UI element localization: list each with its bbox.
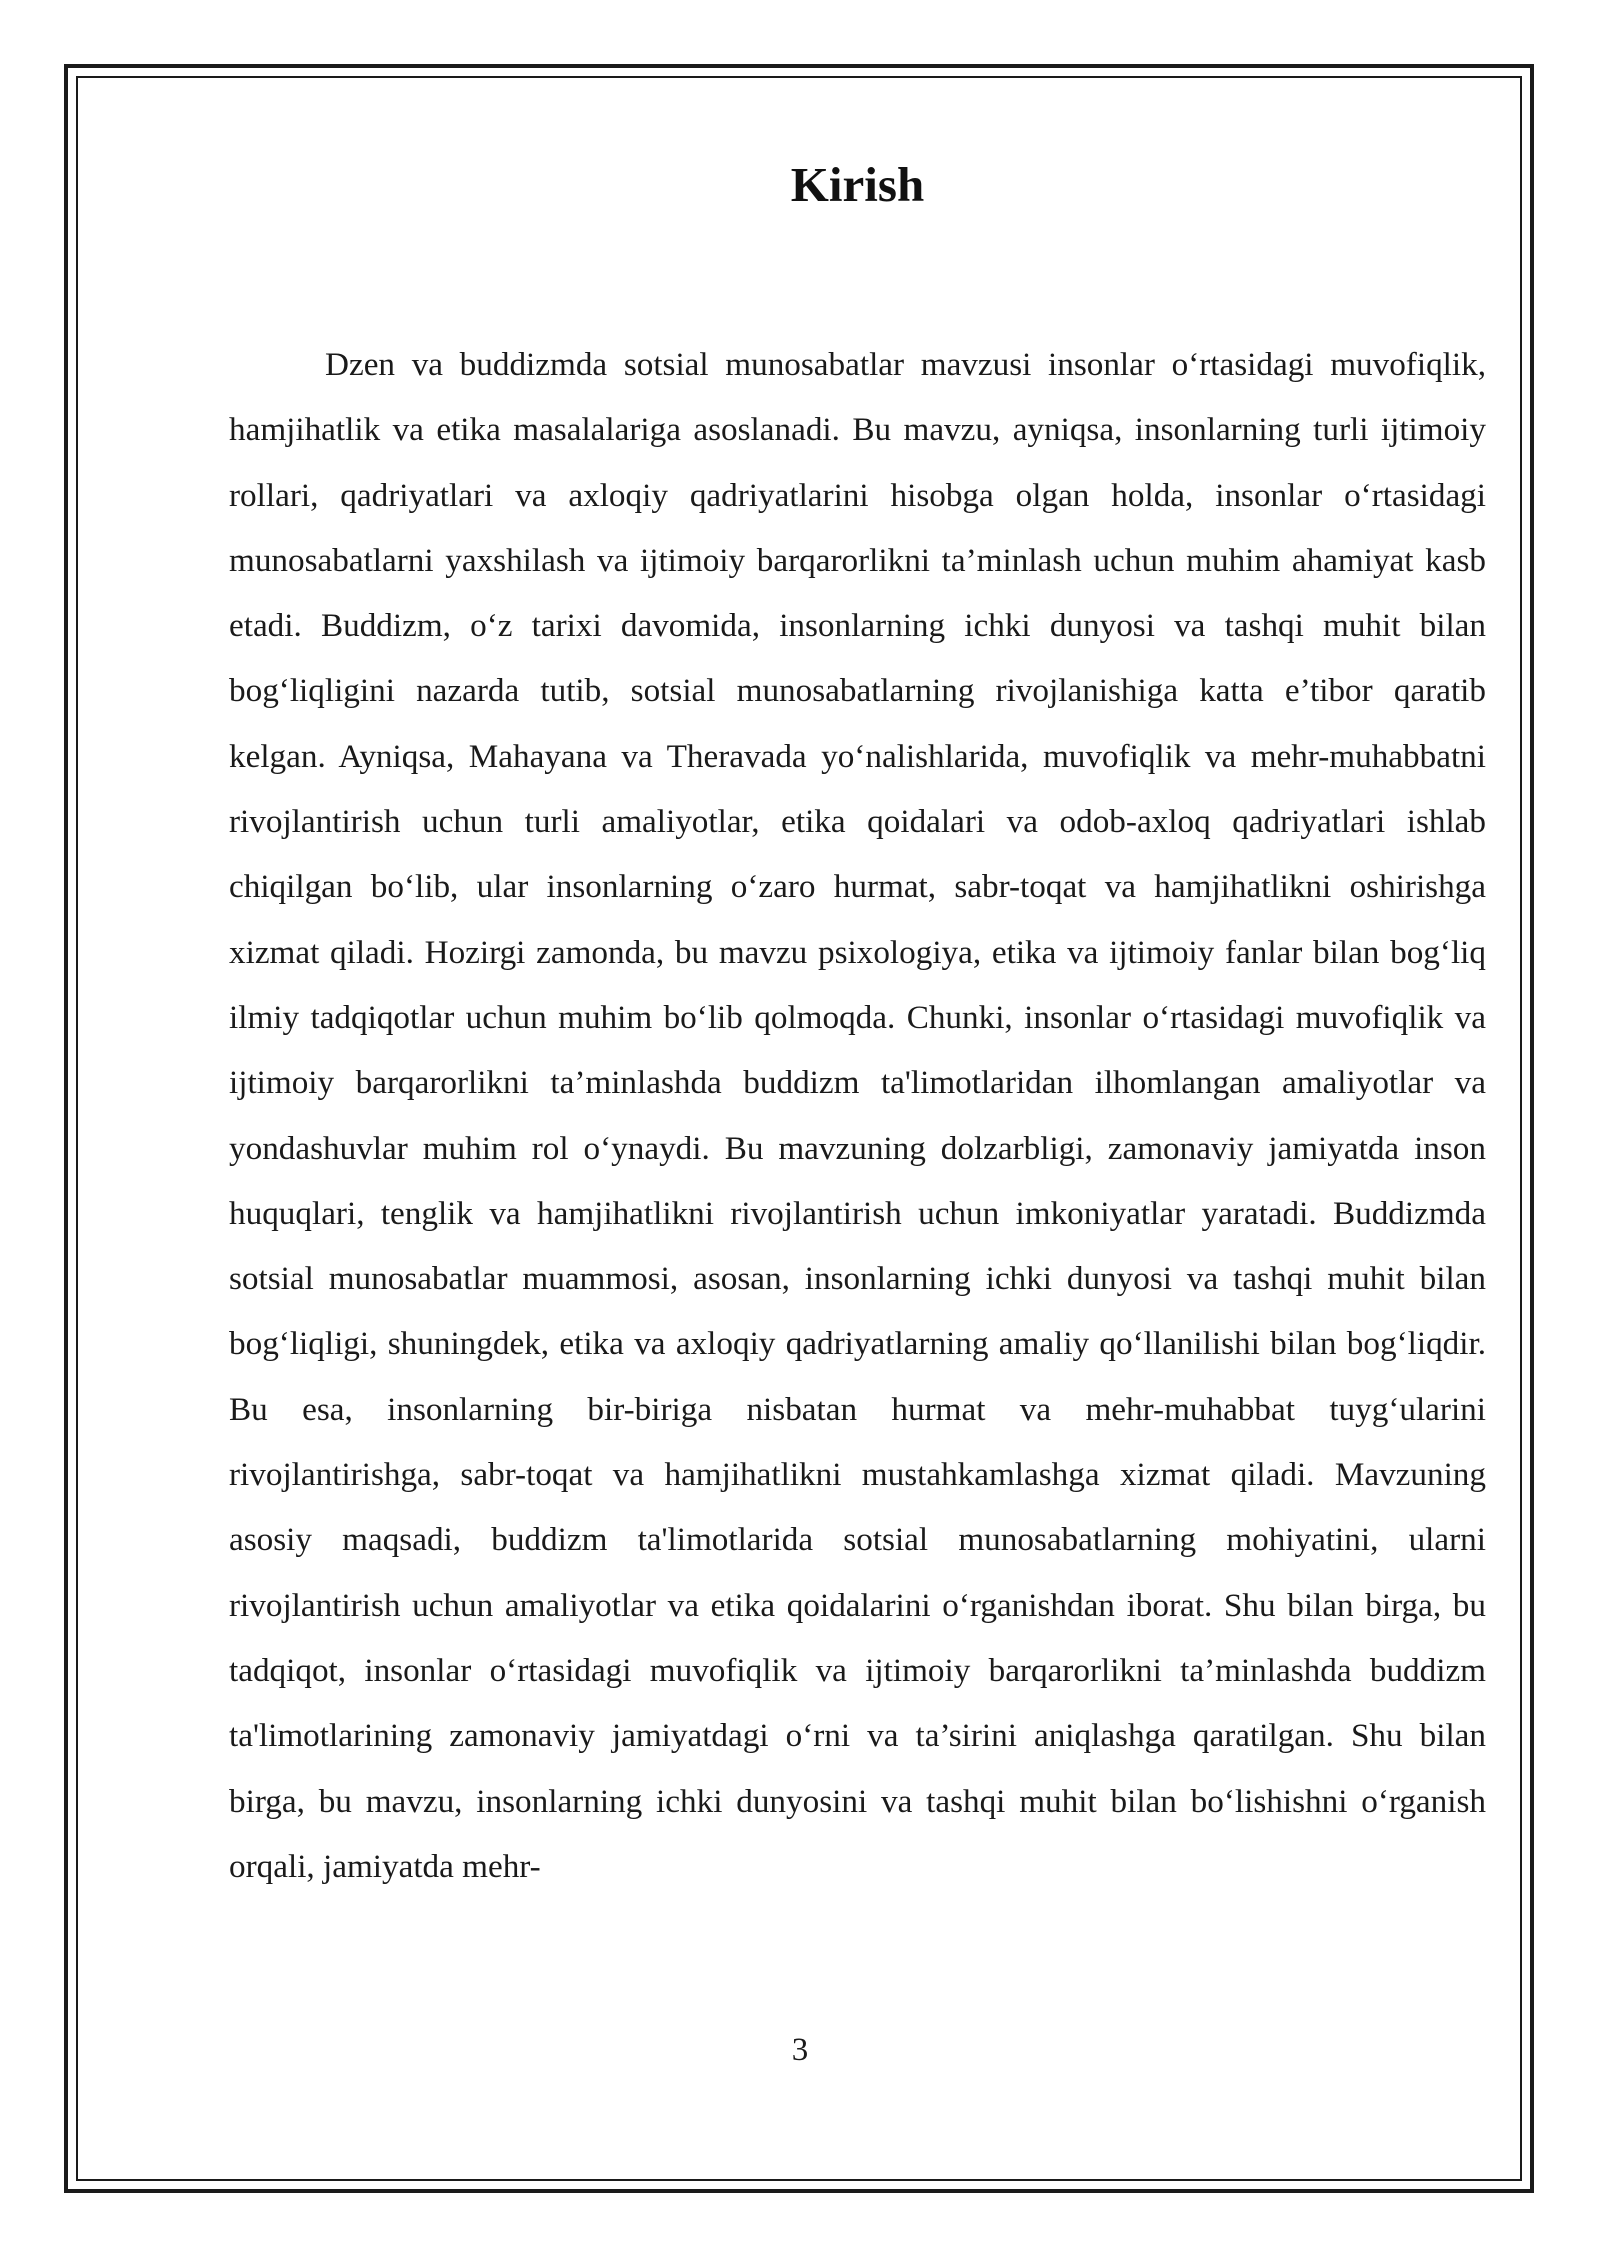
page-content (229, 150, 1486, 1899)
body-paragraph: Dzen va buddizmda sotsial munosabatlar mavzusi insonlar o‘rtasidagi muvofiqlik, hamjihatlik va etika masalalariga asoslanadi. Bu mavzu, ayniqsa, insonlarning turli ijtimoiy rollari, qadriyatlari va axloqiy qadriyatlarini hisobga olgan holda, insonlar o‘rtasidagi munosabatlarni yaxshilash va ijtimoiy barqarorlikni ta’minlash uchun muhim ahamiyat kasb etadi. Buddizm, o‘z tarixi davomida, insonlarning ichki dunyosi va tashqi muhit bilan bog‘liqligini nazarda tutib, sotsial munosabatlarning rivojlanishiga katta e’tibor qaratib kelgan. Ayniqsa, Mahayana va Theravada yo‘nalishlarida, muvofiqlik va mehr-muhabbatni rivojlantirish uchun turli amaliyotlar, etika qoidalari va odob-axloq qadriyatlari ishlab chiqilgan bo‘lib, ular insonlarning o‘zaro hurmat, sabr-toqat va hamjihatlikni oshirishga xizmat qiladi. Hozirgi zamonda, bu mavzu psixologiya, etika va ijtimoiy fanlar bilan bog‘liq ilmiy tadqiqotlar uchun muhim bo‘lib qolmoqda. Chunki, insonlar o‘rtasidagi muvofiqlik va ijtimoiy barqarorlikni ta’minlashda buddizm ta'limotlaridan ilhomlangan amaliyotlar va yondashuvlar muhim rol o‘ynaydi. Bu mavzuning dolzarbligi, zamonaviy jamiyatda inson huquqlari, tenglik va hamjihatlikni rivojlantirish uchun imkoniyatlar yaratadi. Buddizmda sotsial munosabatlar muammosi, asosan, insonlarning ichki dunyosi va tashqi muhit bilan bog‘liqligi, shuningdek, etika va axloqiy qadriyatlarning amaliy qo‘llanilishi bilan bog‘liqdir. Bu esa, insonlarning bir-biriga nisbatan hurmat va mehr-muhabbat tuyg‘ularini rivojlantirishga, sabr-toqat va hamjihatlikni mustahkamlashga xizmat qiladi. Mavzuning asosiy maqsadi, buddizm ta'limotlarida sotsial munosabatlarning mohiyatini, ularni rivojlantirish uchun amaliyotlar va etika qoidalarini o‘rganishdan iborat. Shu bilan birga, bu tadqiqot, insonlar o‘rtasidagi muvofiqlik va ijtimoiy barqarorlikni ta’minlashda buddizm ta'limotlarining zamonaviy jamiyatdagi o‘rni va ta’sirini aniqlashga qaratilgan. Shu bilan birga, bu mavzu, insonlarning ichki dunyosini va tashqi muhit bilan bo‘lishishni o‘rganish orqali, jamiyatda mehr- (229, 346, 1486, 1885)
section-title: Kirish (790, 157, 925, 212)
page-number: 3 (791, 2032, 809, 2068)
